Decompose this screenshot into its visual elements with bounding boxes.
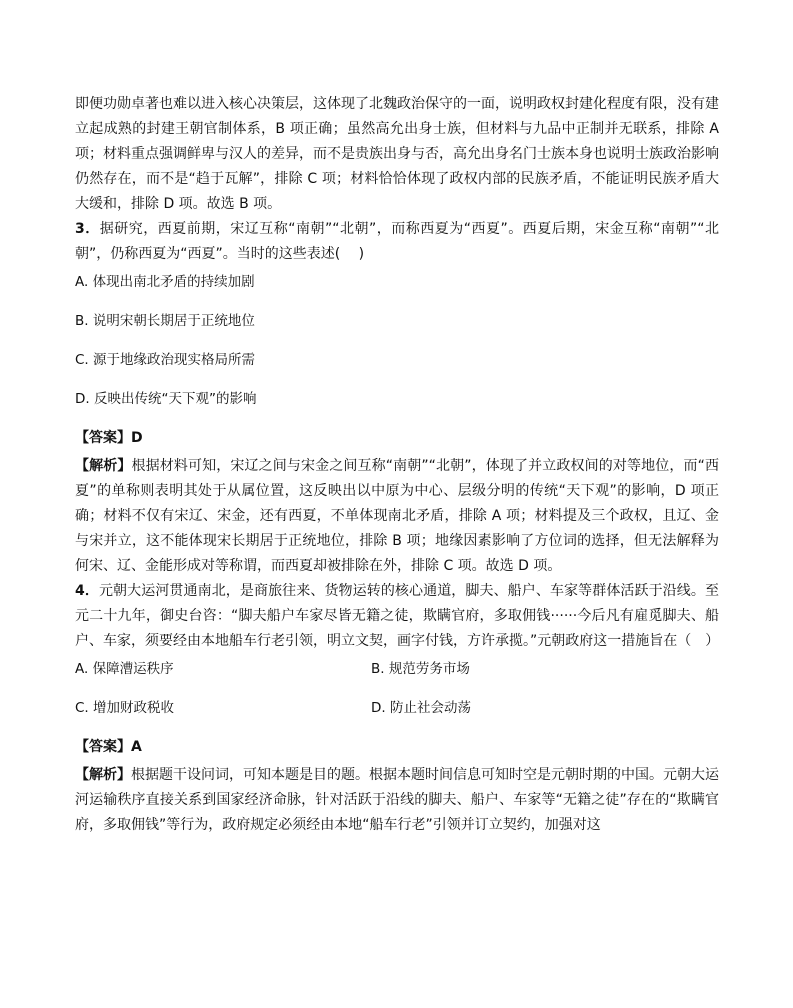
analysis-text: 根据材料可知，宋辽之间与宋金之间互称“南朝”“北朝”，体现了并立政权间的对等地位，而“西夏”的单称则表明其处于从属位置，这反映出以中原为中心、层级分明的传统“天下观”的影响，D 项正确；材料不仅有宋辽、宋金，还有西夏，不单体现南北矛盾，排除 A 项；材料提及三个政权，且辽、金与宋并立，这不能体现宋长期居于正统地位，排除 B 项；地缘因素影响了方位词的选择，但无法解释为何宋、辽、金能形成对等称谓，而西夏却被排除在外，排除 C 项。故选 D 项。 bbox=[75, 458, 719, 574]
question-3-option-b: B. 说明宋朝长期居于正统地位 bbox=[75, 313, 255, 329]
question-4-text: 元朝大运河贯通南北，是商旅往来、货物运转的核心通道，脚夫、船户、车家等群体活跃于沿线。至元二十九年，御史台咨：“脚夫船户车家尽皆无籍之徒，欺瞒官府，多取佣钱······今后凡有雇觅脚夫、船户、车家，须要经由本地船车行老引领，明立文契，画字付钱，方许承揽。”元朝政府这一措施旨在（ ） bbox=[75, 583, 720, 649]
question-3-option-c: C. 源于地缘政治现实格局所需 bbox=[75, 352, 256, 368]
question-4-option-c: C. 增加财政税收 bbox=[75, 700, 175, 716]
answer-label: 【答案】 bbox=[75, 430, 131, 446]
analysis-label: 【解析】 bbox=[75, 767, 131, 783]
question-3-stem bbox=[75, 217, 719, 267]
question-3-answer bbox=[75, 428, 719, 448]
analysis-text: 根据题干设问词，可知本题是目的题。根据本题时间信息可知时空是元朝时期的中国。元朝大运河运输秩序直接关系到国家经济命脉，针对活跃于沿线的脚夫、船户、车家等“无籍之徒”存在的“欺瞒官府，多取佣钱”等行为，政府规定必须经由本地“船车行老”引领并订立契约，加强对这 bbox=[75, 767, 719, 833]
question-4-options-row-2 bbox=[75, 698, 719, 718]
question-3-number: 3． bbox=[75, 221, 100, 237]
question-4-option-a: A. 保障漕运秩序 bbox=[75, 661, 174, 677]
analysis-label: 【解析】 bbox=[75, 458, 132, 474]
question-3-analysis bbox=[75, 454, 719, 579]
answer-value: A bbox=[131, 739, 142, 755]
question-4-analysis bbox=[75, 763, 719, 838]
question-4-answer bbox=[75, 737, 719, 757]
question-4-stem bbox=[75, 579, 719, 654]
question-3-option-d: D. 反映出传统“天下观”的影响 bbox=[75, 391, 257, 407]
previous-analysis-continuation: 即便功勋卓著也难以进入核心决策层，这体现了北魏政治保守的一面，说明政权封建化程度有限，没有建立起成熟的封建王朝官制体系，B 项正确；虽然高允出身士族，但材料与九品中正制并无联系，排除 A 项；材料重点强调鲜卑与汉人的差异，而不是贵族出身与否，高允出身名门士族本身也说明士族政治影响仍然存在，而不是“趋于瓦解”，排除 C 项；材料恰恰体现了政权内部的民族矛盾，不能证明民族矛盾大大缓和，排除 D 项。故选 B 项。 bbox=[75, 96, 719, 212]
document-page bbox=[75, 92, 719, 838]
question-4-options bbox=[75, 659, 719, 679]
question-3-option-a: A. 体现出南北矛盾的持续加剧 bbox=[75, 274, 255, 290]
question-4-number: 4． bbox=[75, 583, 99, 599]
question-4-option-b: B. 规范劳务市场 bbox=[371, 661, 470, 677]
question-3-text: 据研究，西夏前期，宋辽互称“南朝”“北朝”，而称西夏为“西夏”。西夏后期，宋金互称“南朝”“北朝”，仍称西夏为“西夏”。当时的这些表述( ) bbox=[75, 221, 719, 262]
answer-label: 【答案】 bbox=[75, 739, 131, 755]
answer-value: D bbox=[131, 430, 143, 446]
question-4-option-d: D. 防止社会动荡 bbox=[371, 700, 471, 716]
